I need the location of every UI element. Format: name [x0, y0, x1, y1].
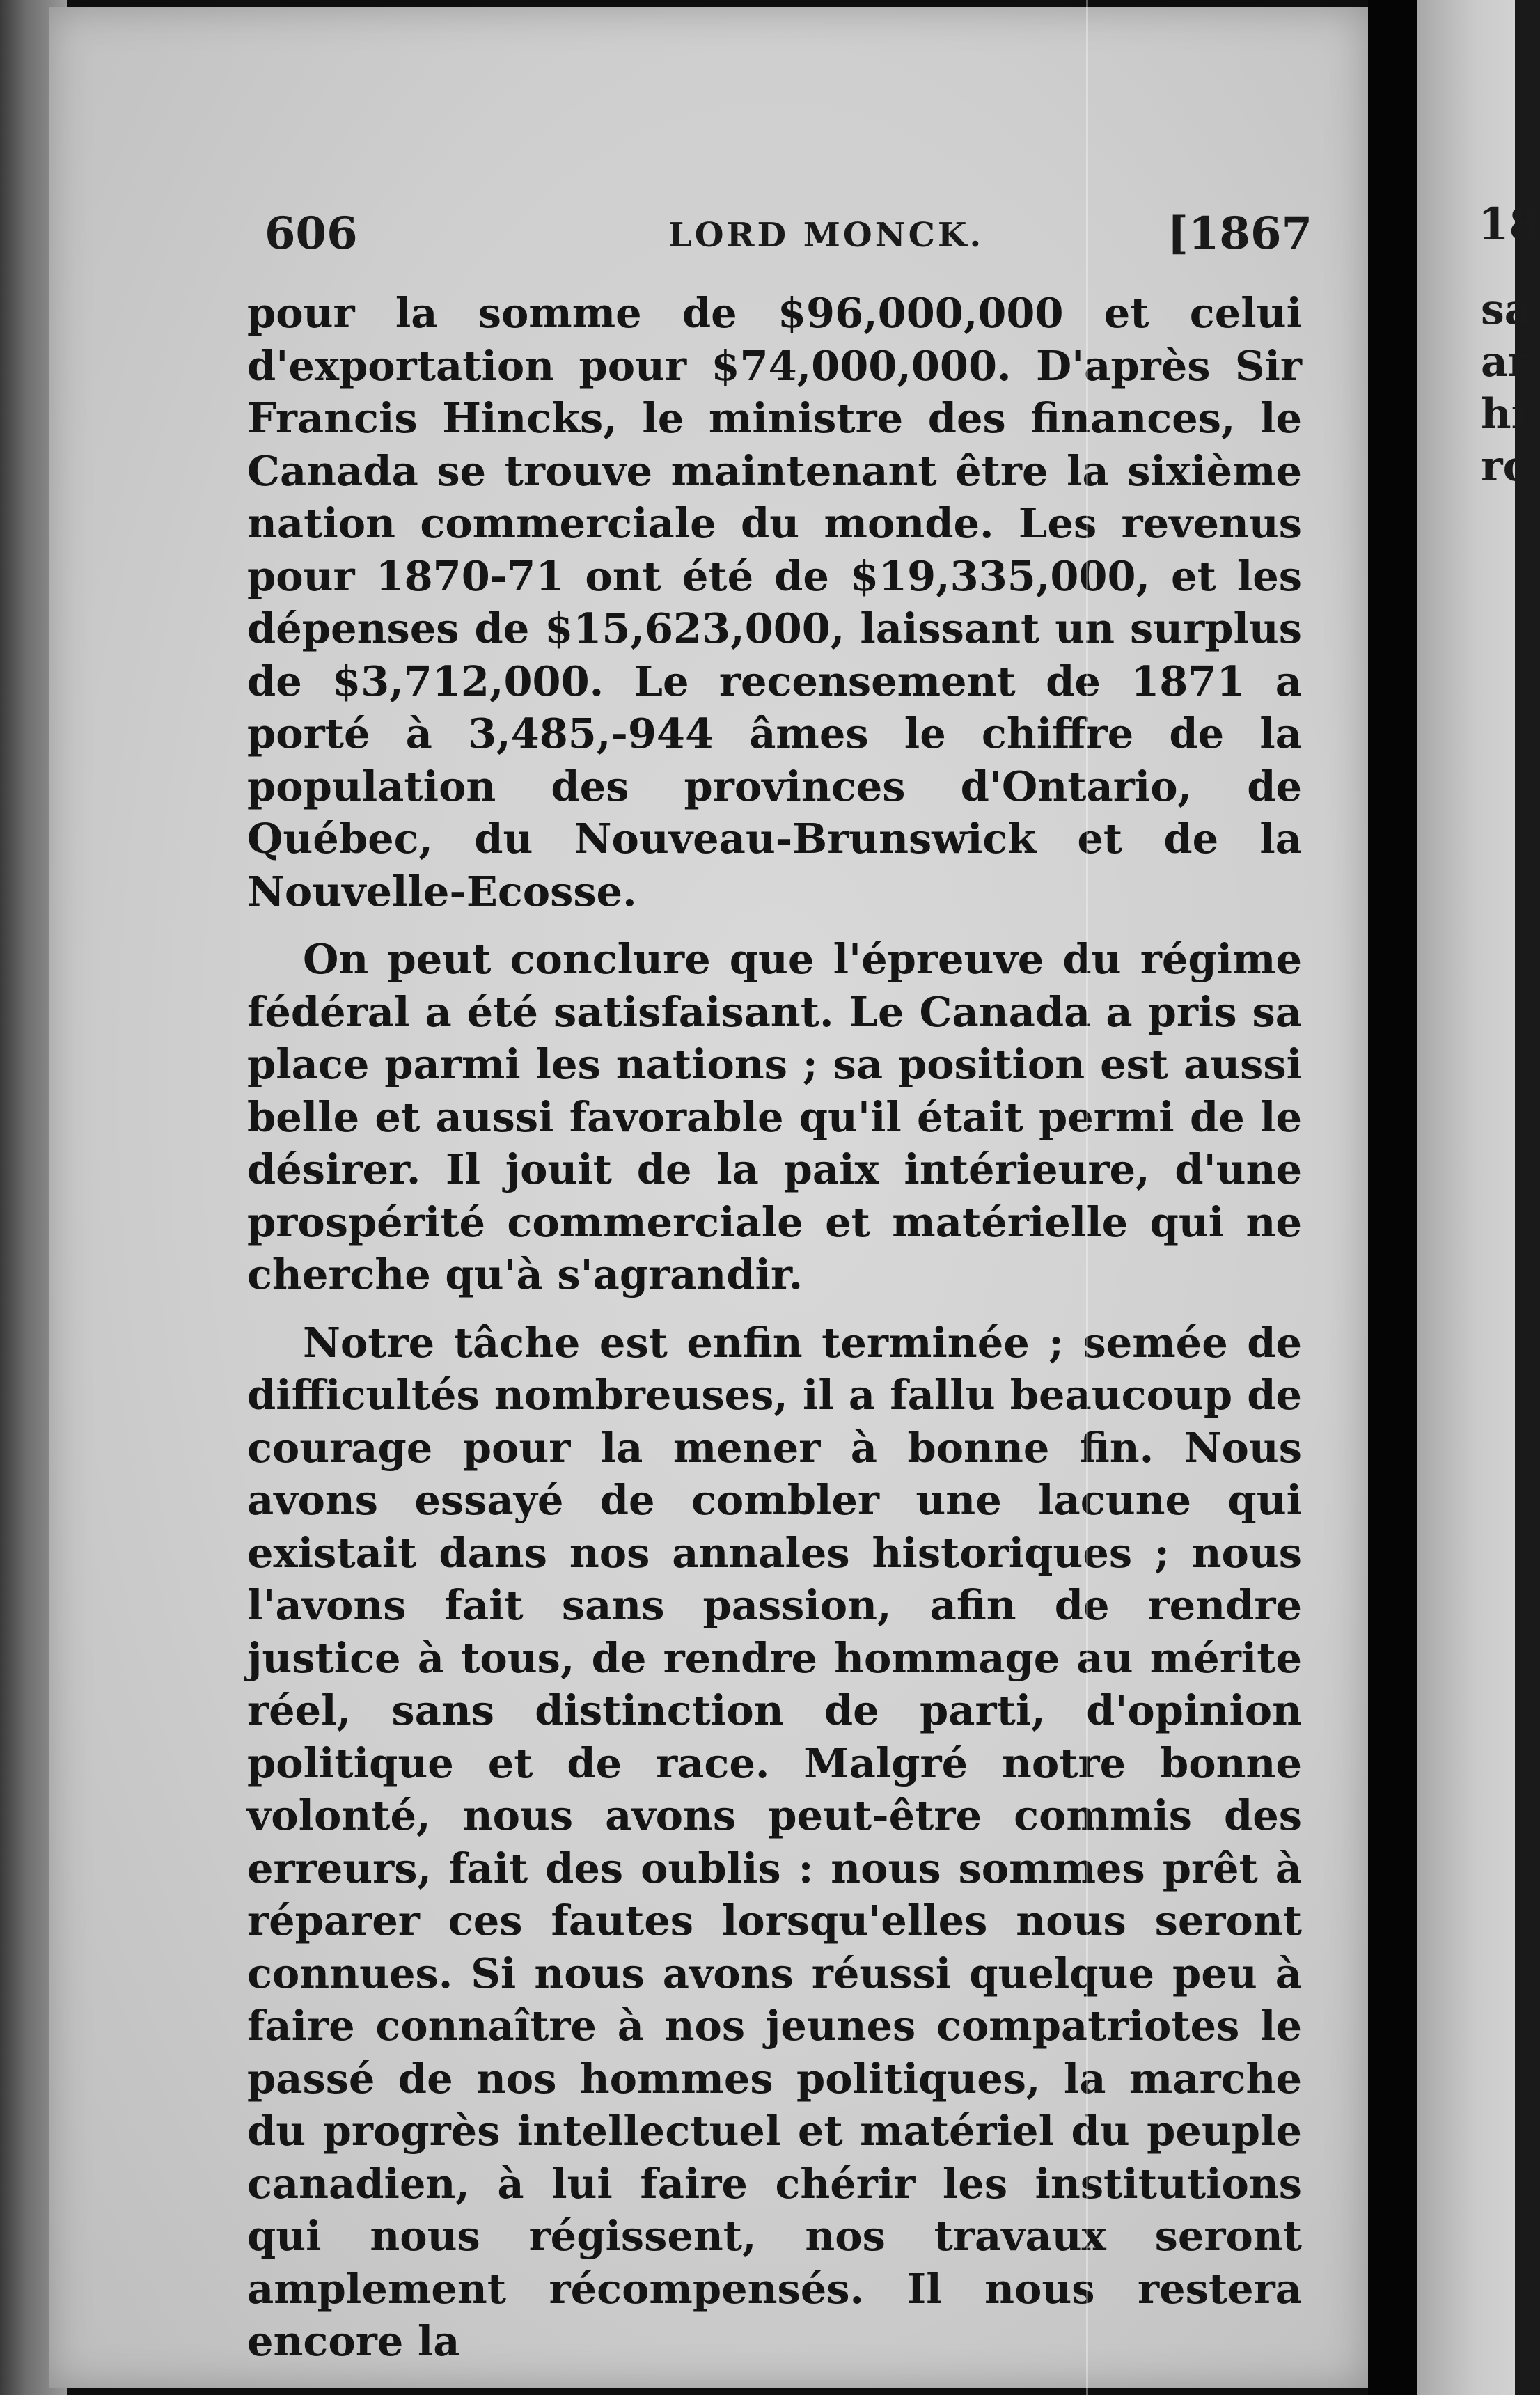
adjacent-text-fragment: ar	[1481, 338, 1530, 386]
adjacent-text-fragment: rc	[1481, 442, 1529, 491]
page-gutter-shadow	[1368, 0, 1417, 2395]
paragraph-continuation: pour la somme de $96,000,000 et celui d'exportation pour $74,000,000. D'après Sir Francis Hincks, le ministre des finances, le Canada se trouve maintenant être la sixième nation commerciale du monde. Les revenus pour 1870-71 ont été de $19,335,000, et les dépenses de $15,623,000, laissant un surplus de $3,712,000. Le recensement de 1871 a porté à 3,485,-944 âmes le chiffre de la population des provinces d'Ontario, de Québec, du Nouveau-Brunswick et de la Nouvelle-Ecosse.	[247, 289, 1302, 916]
adjacent-text-fragment: sa	[1481, 285, 1532, 334]
scan-scratch-line	[1086, 0, 1088, 2395]
paragraph-federal-regime: On peut conclure que l'épreuve du régime fédéral a été satisfaisant. Le Canada a pris sa place parmi les nations ; sa position est aussi belle et aussi favorable qu'il était permi de le désirer. Il jouit de la paix intérieure, d'une prospérité commerciale et matérielle qui ne cherche qu'à s'agrandir.	[247, 935, 1302, 1298]
adjacent-page-edge	[1417, 0, 1540, 2395]
paragraph-conclusion: Notre tâche est enfin terminée ; semée de difficultés nombreuses, il a fallu beaucoup de courage pour la mener à bonne fin. Nous avons essayé de combler une lacune qui existait dans nos annales historiques ; nous l'avons fait sans passion, afin de rendre justice à tous, de rendre hommage au mérite réel, sans distinction de parti, d'opinion politique et de race. Malgré notre bonne volonté, nous avons peut-être commis des erreurs, fait des oublis : nous sommes prêt à réparer ces fautes lorsqu'elles nous seront connues. Si nous avons réussi quelque peu à faire connaître à nos jeunes compatriotes le passé de nos hommes politiques, la marche du progrès intellectuel et matériel du peuple canadien, à lui faire chérir les institutions qui nous régissent, nos travaux seront amplement récompensés. Il nous restera encore la	[247, 1318, 1302, 2365]
running-title: LORD MONCK.	[668, 216, 984, 255]
adjacent-page-number-fragment: 18	[1478, 198, 1540, 251]
page-body-text	[247, 287, 1302, 2368]
running-head	[265, 202, 1312, 265]
adjacent-text-fragment: hi	[1481, 390, 1527, 439]
page-number: 606	[265, 207, 358, 260]
running-year: [1867	[1167, 207, 1312, 260]
